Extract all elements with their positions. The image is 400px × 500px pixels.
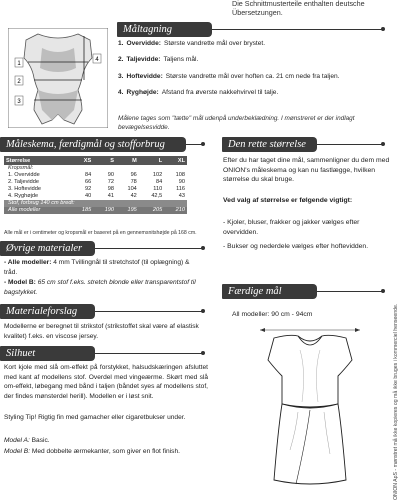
size-col-header: Størrelse xyxy=(4,156,71,165)
right-size-bullet: - Bukser og nederdele vælges efter hoftevidden. xyxy=(223,243,369,250)
right-size-bullet: - Kjoler, bluser, frakker og jakker vælges efter overvidden. xyxy=(223,219,360,236)
measure-table-heading: Måleskema, færdigmål og stofforbrug xyxy=(0,137,186,152)
finished-label: All modeller: 90 cm - 94cm xyxy=(232,311,313,318)
measurement-item: 2. Taljevidde: Taljens mål. xyxy=(118,56,199,64)
right-size-choose-head: Ved valg af størrelse er følgende vigtigt: xyxy=(223,197,353,204)
model-a-line: Model A: Basic. xyxy=(4,437,50,444)
figure-label-4: 4 xyxy=(95,57,99,63)
measure-table-rule xyxy=(186,144,202,145)
finished-heading: Færdige mål xyxy=(222,284,317,299)
maltagning-rule-dot xyxy=(381,27,385,31)
table-row: 1. Overvidde 84 90 96 102 108 xyxy=(8,172,185,178)
figure-label-3: 3 xyxy=(17,99,21,105)
model-b-line: Model B: Med dobbelte ærmekanter, som giver en flot finish. xyxy=(4,448,180,455)
table-row: 4. Ryghøjde 40 41 42 42,5 43 xyxy=(8,193,185,199)
silhouette-rule xyxy=(95,353,202,354)
measurement-list xyxy=(118,40,400,105)
size-col-header: L xyxy=(139,156,164,165)
suggestion-rule xyxy=(95,311,202,312)
suggestion-rule-dot xyxy=(201,309,205,313)
right-size-intro: Efter du har taget dine mål, sammenligner du dem med ONION's måleskema og kan nu fastlægge, hvilken størrelse du skal bruge. xyxy=(223,157,390,184)
silhouette-rule-dot xyxy=(201,351,205,355)
materials-rule-dot xyxy=(201,246,205,250)
dress-illustration xyxy=(240,320,380,498)
measure-table-rule-dot xyxy=(201,142,205,146)
figure-label-2: 2 xyxy=(17,79,21,85)
size-col-header: M xyxy=(116,156,139,165)
fabric-label-row: Stof, forbrug 140 cm bredt: xyxy=(4,200,187,207)
body-measure-figure xyxy=(8,28,108,128)
finished-rule xyxy=(317,291,382,292)
suggestion-text: Modellerne er beregnet til strikstof (strikstoffet skal være af elastisk kvalitet) f.eks. en viscose jersey. xyxy=(4,323,199,340)
figure-label-1: 1 xyxy=(17,61,21,67)
maltagning-heading: Måltagning xyxy=(117,22,212,37)
size-col-header: XL xyxy=(164,156,187,165)
materials-item: - Model B: 65 cm stof f.eks. stretch blonde eller transparentstof til bagstykket. xyxy=(4,279,196,296)
measurement-note: Målene tages som "tætte" mål udenpå underbeklædning. I mønstreret er der indlagt bevægelsesvidde. xyxy=(118,115,355,131)
size-table-header xyxy=(4,156,187,165)
suggestion-heading: Materialeforslag xyxy=(0,304,95,319)
table-section-row: Kropsmål: xyxy=(8,165,34,171)
styling-tip: Styling Tip! Rigtig fin med gamacher eller cigaretbukser under. xyxy=(4,414,186,421)
silhouette-heading: Silhuet xyxy=(0,346,95,361)
table-footnote: Alle mål er i centimeter og kropsmål er baseret på en gennemsnitshøjde på 168 cm. xyxy=(4,230,197,236)
copyright-side-note: ONION ApS - mønstret må ikke kopieres og må ikke bruges i kommerciel henseende. xyxy=(393,303,399,500)
table-row: 2. Taljevidde 66 72 78 84 90 xyxy=(8,179,185,185)
finished-rule-dot xyxy=(381,289,385,293)
measurement-item: 4. Ryghøjde: Afstand fra øverste nakkehvirvel til talje. xyxy=(118,88,279,96)
fabric-row: Alle modeller 185 190 195 205 210 xyxy=(4,207,187,214)
silhouette-text: Kort kjole med slå om-effekt på forstykket, halsudskæringen afsluttet med kant af modellens stof. Overdel med vingeærme. Skørt med slå om-effekt, løbegang med bånd i taljen (båndet syes af modellens stof, der findes mønsterdel herill). Modellen er i løst snit. xyxy=(4,364,208,400)
measurement-item: 1. Overvidde: Største vandrette mål over brystet. xyxy=(118,40,266,47)
maltagning-rule xyxy=(212,29,382,30)
table-row: 3. Hoftevidde 92 98 104 110 116 xyxy=(8,186,185,192)
right-size-heading: Den rette størrelse xyxy=(222,137,317,152)
materials-heading: Øvrige materialer xyxy=(0,241,95,256)
size-table xyxy=(4,156,187,214)
size-col-header: XS xyxy=(71,156,94,165)
measurement-item: 3. Hoftevidde: Største vandrette mål over hoften ca. 21 cm nede fra taljen. xyxy=(118,72,340,80)
materials-rule xyxy=(95,248,202,249)
top-note: Die Schnittmusterteile enthalten deutsche Übersetzungen. xyxy=(232,0,365,17)
right-size-rule-dot xyxy=(381,142,385,146)
size-col-header: S xyxy=(93,156,116,165)
right-size-rule xyxy=(317,144,382,145)
materials-item: - Alle modeller: 4 mm Tvillingnål til stretchstof (til oplægning) & tråd. xyxy=(4,259,190,276)
